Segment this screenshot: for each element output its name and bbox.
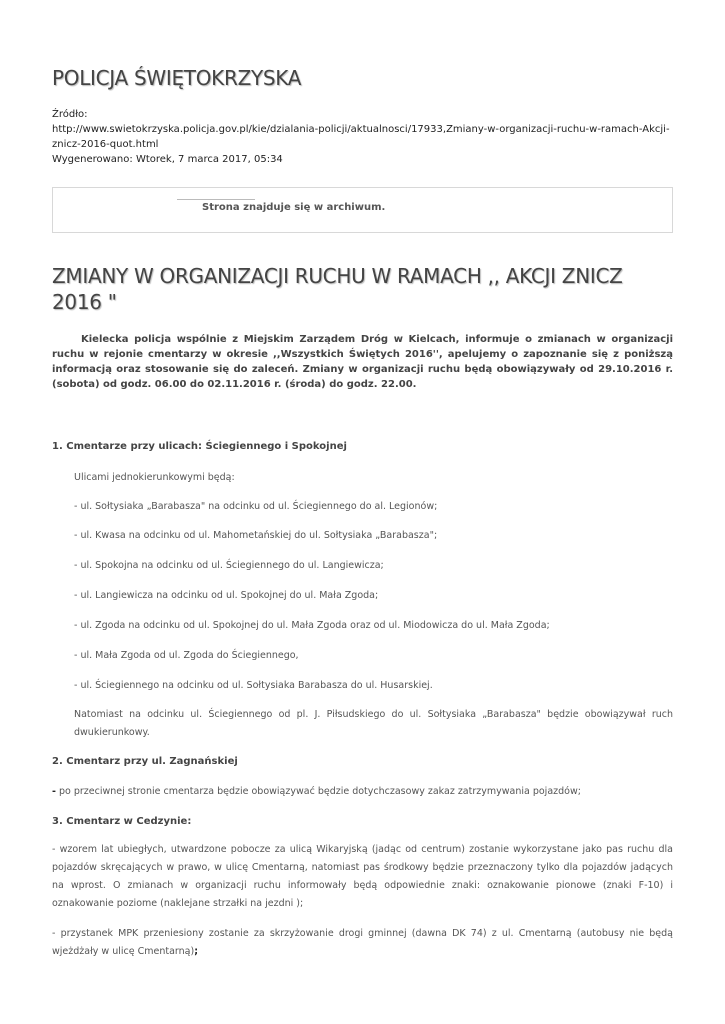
- source-label: Źródło:: [52, 109, 88, 120]
- list-item: - ul. Ściegiennego na odcinku od ul. Sołtysiaka Barabasza do ul. Husarskiej.: [74, 680, 433, 691]
- list-item: - ul. Zgoda na odcinku od ul. Spokojnej do ul. Mała Zgoda oraz od ul. Miodowicza do ul. Mała Zgoda;: [74, 620, 550, 631]
- section-1-intro: Ulicami jednokierunkowymi będą:: [74, 472, 235, 483]
- archive-divider: [177, 199, 255, 200]
- section-3-heading: 3. Cmentarz w Cedzynie:: [52, 816, 192, 827]
- list-item: - ul. Sołtysiaka „Barabasza" na odcinku od ul. Ściegiennego do al. Legionów;: [74, 501, 438, 512]
- site-title: POLICJA ŚWIĘTOKRZYSKA: [52, 66, 302, 90]
- source-url[interactable]: http://www.swietokrzyska.policja.gov.pl/kie/dzialania-policji/aktualnosci/17933,Zmiany-w-organizacji-ruchu-w-ramach-Akcji-znicz-2016-quot.html: [52, 124, 670, 150]
- section-2-text: [52, 786, 581, 797]
- list-item: - ul. Spokojna na odcinku od ul. Ściegiennego do ul. Langiewicza;: [74, 560, 384, 571]
- article-title: ZMIANY W ORGANIZACJI RUCHU W RAMACH ,, AKCJI ZNICZ 2016 ": [52, 264, 623, 314]
- section-1-heading: 1. Cmentarze przy ulicach: Ściegiennego i Spokojnej: [52, 441, 347, 452]
- section-1-note: Natomiast na odcinku ul. Ściegiennego od pl. J. Piłsudskiego do ul. Sołtysiaka „Barabasza" będzie obowiązywał ruch dwukierunkowy.: [74, 709, 673, 738]
- list-item: - ul. Kwasa na odcinku od ul. Mahometańskiej do ul. Sołtysiaka „Barabasza";: [74, 530, 438, 541]
- archive-notice-box: [52, 187, 673, 233]
- list-item: - ul. Mała Zgoda od ul. Zgoda do Ściegiennego,: [74, 650, 299, 661]
- section-2-dash: -: [52, 786, 56, 797]
- section-3-para-1: - wzorem lat ubiegłych, utwardzone pobocze za ulicą Wikaryjską (jadąc od centrum) zostanie wykorzystane jako pas ruchu dla pojazdów skręcających w prawo, w ulicę Cmentarną, natomiast pas środkowy będzie przeznaczony tylko dla pojazdów jadących na wprost. O zmianach w organizacji ruchu informowały będą odpowiednie znaki: oznakowanie pionowe (znaki F-10) i oznakowanie poziome (naklejane strzałki na jezdni );: [52, 844, 673, 909]
- section-3-para-2-tail: ;: [194, 946, 198, 957]
- section-2-body: po przeciwnej stronie cmentarza będzie obowiązywać będzie dotychczasowy zakaz zatrzymywania pojazdów;: [55, 786, 581, 797]
- list-item: - ul. Langiewicza na odcinku od ul. Spokojnej do ul. Mała Zgoda;: [74, 590, 379, 601]
- article-lead: Kielecka policja wspólnie z Miejskim Zarządem Dróg w Kielcach, informuje o zmianach w organizacji ruchu w rejonie cmentarzy w okresie ,,Wszystkich Świętych 2016'', apelujemy o zapoznanie się z poniższą informacją oraz stosowanie się do zaleceń. Zmiany w organizacji ruchu będą obowiązywały od 29.10.2016 r. (sobota) od godz. 06.00 do 02.11.2016 r. (środa) do godz. 22.00.: [52, 334, 673, 390]
- section-3-para-2-text: - przystanek MPK przeniesiony zostanie za skrzyżowanie drogi gminnej (dawna DK 74) z ul. Cmentarną (autobusy nie będą wjeżdżały w ulicę Cmentarną): [52, 928, 673, 957]
- archive-notice: Strona znajduje się w archiwum.: [202, 202, 386, 213]
- source-info: [52, 107, 673, 167]
- section-2-heading: 2. Cmentarz przy ul. Zagnańskiej: [52, 756, 238, 767]
- generated-date: Wygenerowano: Wtorek, 7 marca 2017, 05:34: [52, 154, 283, 165]
- section-3-para-2: [52, 925, 673, 961]
